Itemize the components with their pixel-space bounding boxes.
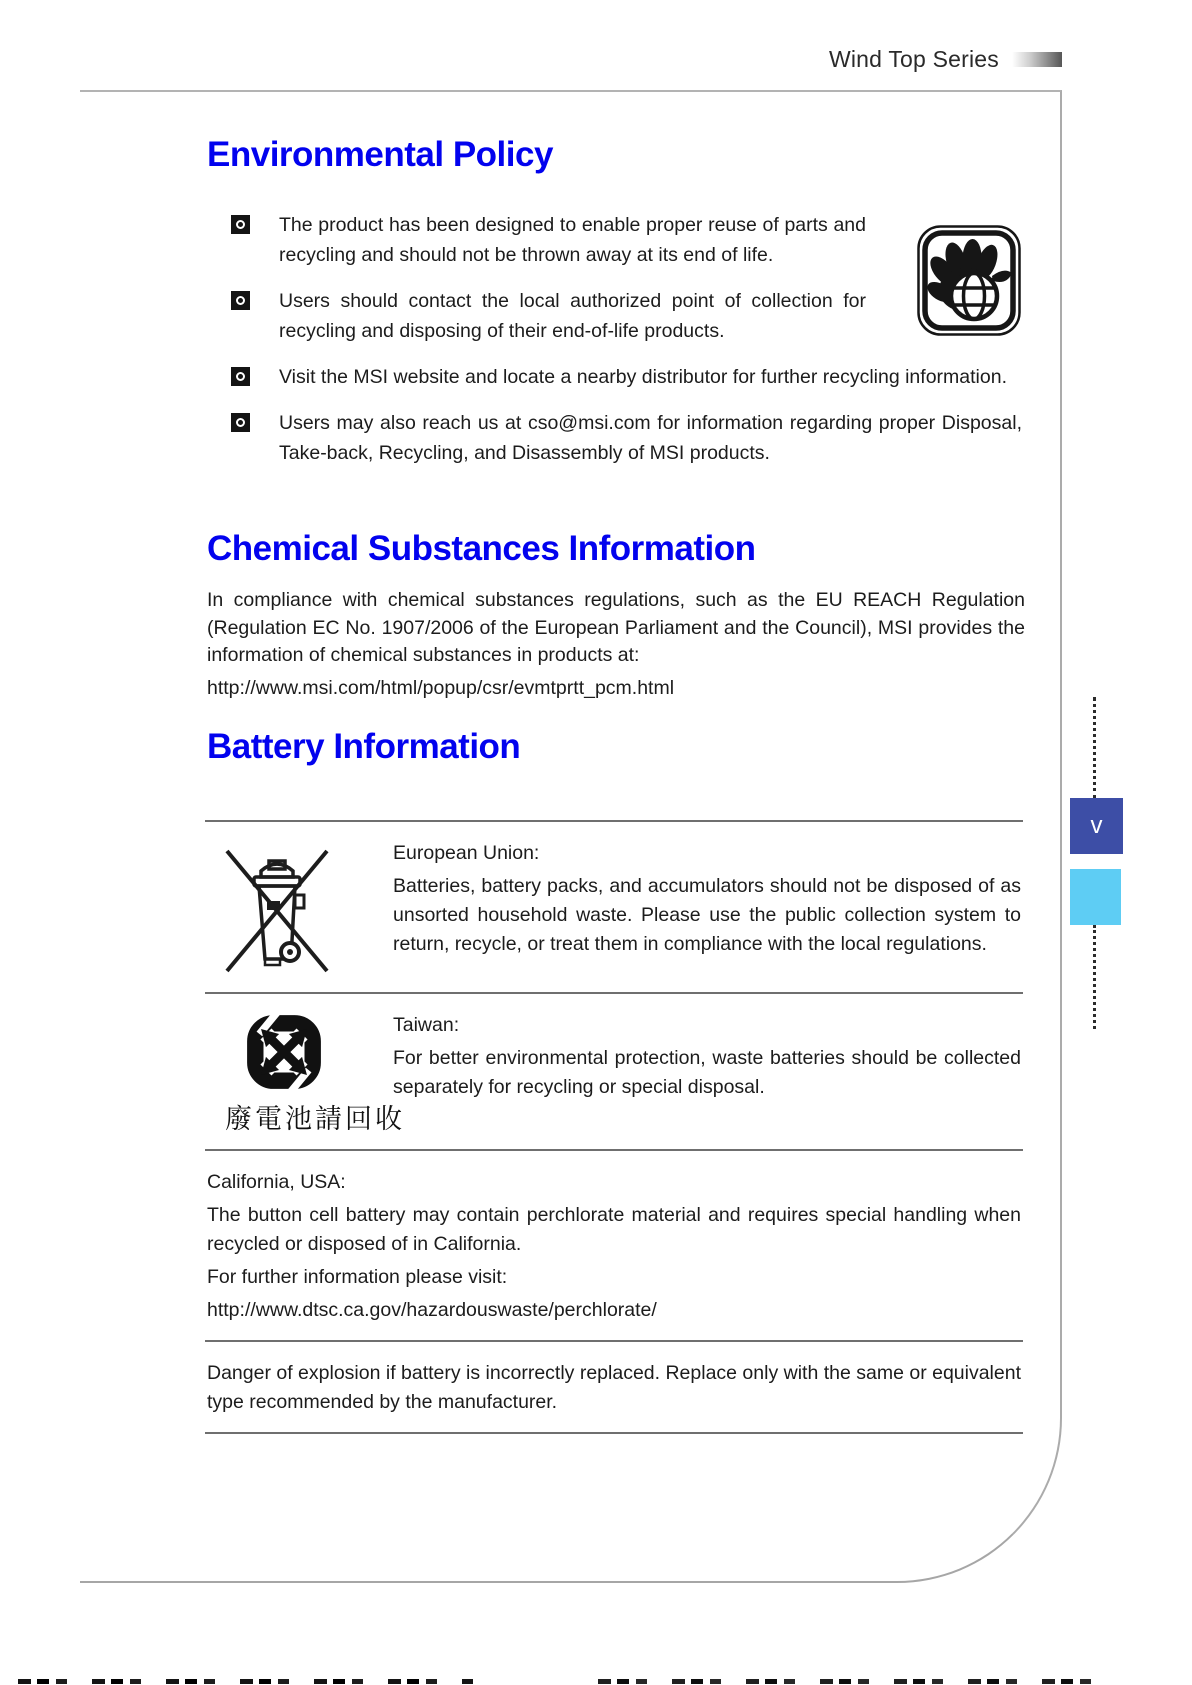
page-header xyxy=(80,46,1062,73)
eu-icon-cell xyxy=(207,839,393,977)
ring-bullet-icon xyxy=(231,291,250,310)
eu-text-cell xyxy=(393,839,1021,977)
environmental-policy-title: Environmental Policy xyxy=(207,135,553,174)
page-number-label: v xyxy=(1090,812,1103,839)
table-row-california xyxy=(205,1151,1023,1342)
chemical-substances-title: Chemical Substances Information xyxy=(207,529,756,568)
california-heading: California, USA: xyxy=(207,1171,346,1193)
taiwan-icon-cell xyxy=(207,1011,405,1135)
list-item xyxy=(230,408,1022,468)
danger-text: Danger of explosion if battery is incorrectly replaced. Replace only with the same or equivalent type recommended by the manufacturer. xyxy=(207,1362,1022,1413)
battery-information-table xyxy=(205,820,1023,1434)
list-item xyxy=(230,210,1022,270)
taiwan-heading: Taiwan: xyxy=(393,1014,460,1036)
california-url: http://www.dtsc.ca.gov/hazardouswaste/perchlorate/ xyxy=(207,1299,657,1321)
chemical-substances-url: http://www.msi.com/html/popup/csr/evmtprtt_pcm.html xyxy=(207,677,675,699)
bullet-text: Visit the MSI website and locate a nearby distributor for further recycling information. xyxy=(279,366,1007,388)
table-row-taiwan xyxy=(205,994,1023,1151)
california-body: The button cell battery may contain perchlorate material and requires special handling when recycled or disposed of in California. xyxy=(207,1204,1021,1255)
list-item xyxy=(230,362,1022,392)
taiwan-body: For better environmental protection, waste batteries should be collected separately for recycling or special disposal. xyxy=(393,1047,1021,1098)
section-color-tab xyxy=(1070,869,1121,925)
battery-information-title: Battery Information xyxy=(207,727,521,766)
taiwan-battery-recycling-icon xyxy=(243,1011,393,1093)
table-row-european-union xyxy=(205,822,1023,994)
bullet-text: The product has been designed to enable proper reuse of parts and recycling and should not be thrown away at its end of life. xyxy=(279,214,866,266)
crossed-out-wheeled-bin-icon xyxy=(221,839,393,977)
taiwan-caption-text: 廢電池請回收 xyxy=(225,1104,405,1135)
chemical-substances-body: In compliance with chemical substances regulations, such as the EU REACH Regulation (Regulation EC No. 1907/2006 of the European Parliament and the Council), MSI provides the information of chemical substances in products at: xyxy=(207,589,1025,666)
bullet-text: Users should contact the local authorized point of collection for recycling and disposing of their end-of-life products. xyxy=(279,290,866,342)
next-page-text-sliver xyxy=(598,1679,1113,1684)
ring-bullet-icon xyxy=(231,367,250,386)
page-number-tab xyxy=(1070,798,1123,854)
dotted-rail-top xyxy=(1093,697,1096,799)
ring-bullet-icon xyxy=(231,413,250,432)
page-header-title: Wind Top Series xyxy=(828,46,999,72)
ring-bullet-icon xyxy=(231,215,250,234)
list-item xyxy=(230,286,1022,346)
dotted-rail-bottom xyxy=(1093,925,1096,1029)
header-gradient-bar xyxy=(1012,52,1062,67)
taiwan-text-cell xyxy=(393,1011,1021,1134)
california-visit-line: For further information please visit: xyxy=(207,1266,508,1288)
bullet-text: Users may also reach us at cso@msi.com for information regarding proper Disposal, Take-back, Recycling, and Disassembly of MSI products. xyxy=(279,412,1022,464)
eu-heading: European Union: xyxy=(393,842,540,864)
table-row-danger xyxy=(205,1342,1023,1434)
eu-body: Batteries, battery packs, and accumulators should not be disposed of as unsorted household waste. Please use the public collection system to return, recycle, or treat them in compliance with the local regulations. xyxy=(393,875,1021,955)
environmental-policy-bullets xyxy=(230,210,1022,484)
next-page-text-sliver xyxy=(18,1679,473,1684)
